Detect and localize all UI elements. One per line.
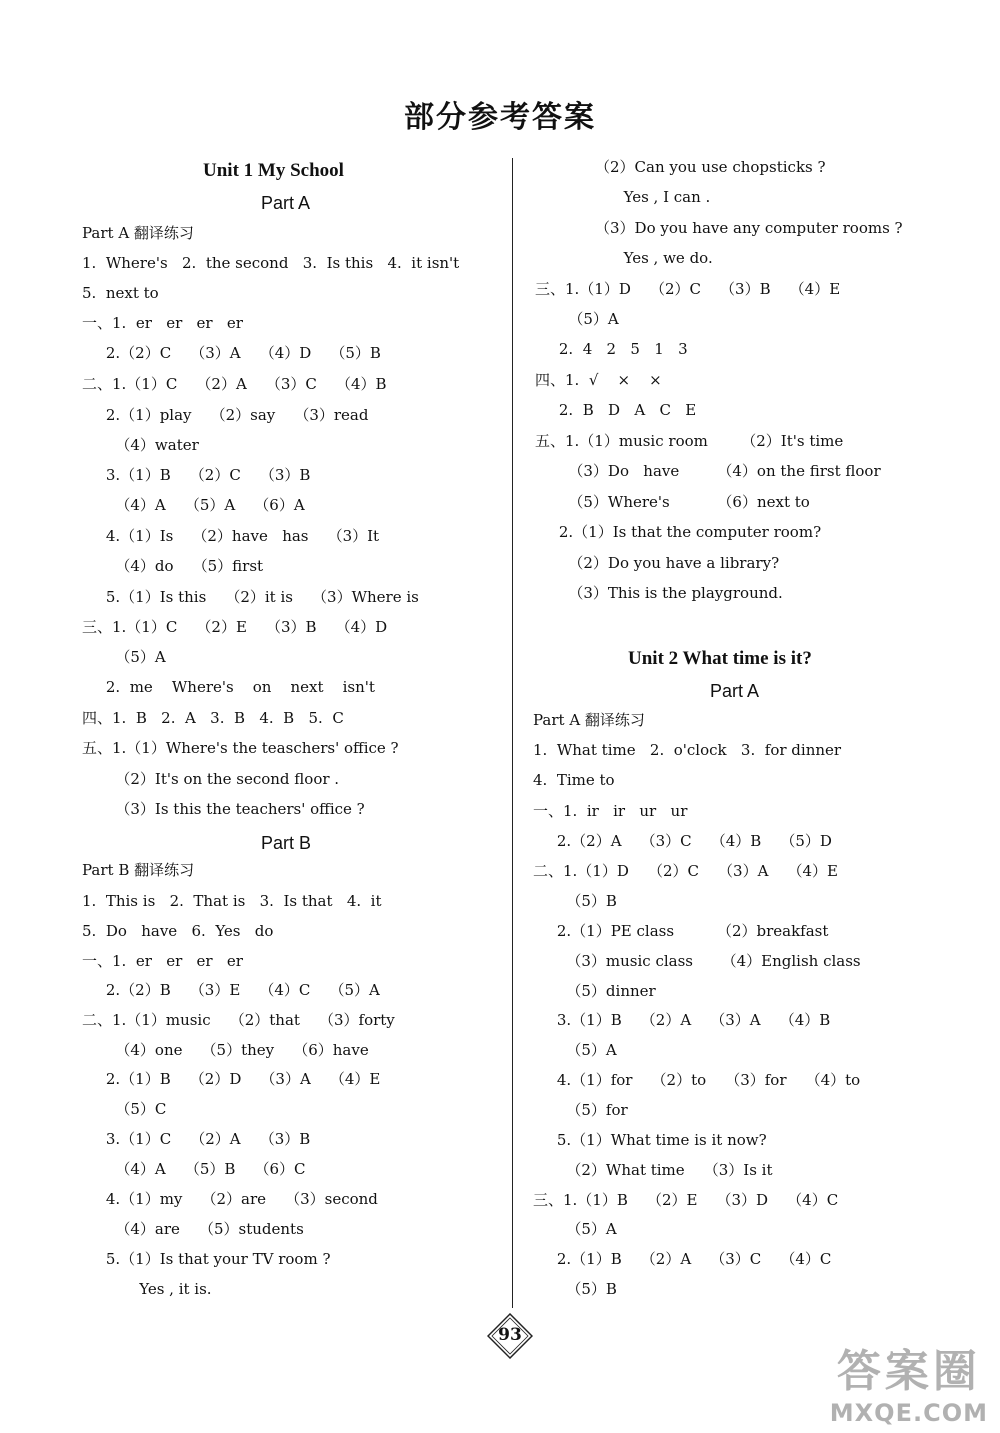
answer-line: （5）C (82, 1100, 167, 1118)
answer-line: （3）This is the playground. (535, 584, 783, 602)
answer-line: 2.（1）play （2）say （3）read (82, 406, 369, 424)
answer-line: 五、1.（1）Where's the teaschers' office ? (82, 739, 399, 757)
answer-line: （5）for (533, 1101, 628, 1119)
answer-line: 4.（1）for （2）to （3）for （4）to (533, 1071, 861, 1089)
answer-line: 一、1. ir ir ur ur (533, 802, 688, 820)
answer-line: 5.（1）Is that your TV room ? (82, 1250, 331, 1268)
answer-line: （3）music class （4）English class (533, 952, 861, 970)
answer-line: （4）water (82, 436, 199, 454)
answer-line: 2.（2）B （3）E （4）C （5）A (82, 981, 380, 999)
answer-line: （2）Do you have a library? (535, 554, 780, 572)
watermark-bottom: MXQE.COM (829, 1399, 988, 1427)
answer-line: 2.（2）C （3）A （4）D （5）B (82, 344, 381, 362)
answer-line: 三、1.（1）B （2）E （3）D （4）C (533, 1191, 839, 1209)
answer-line: 4. Time to (533, 771, 615, 789)
answer-line: 1. What time 2. o'clock 3. for dinner (533, 741, 842, 759)
answer-line: 五、1.（1）music room （2）It's time (535, 432, 844, 450)
answer-line: Yes , we do. (595, 249, 713, 267)
answer-line: 2.（1）PE class （2）breakfast (533, 922, 829, 940)
answer-line: （4）A （5）B （6）C (82, 1160, 306, 1178)
answer-line: （4）are （5）students (82, 1220, 304, 1238)
answer-line: 2. me Where's on next isn't (82, 678, 375, 696)
answer-line: 2.（2）A （3）C （4）B （5）D (533, 832, 832, 850)
answer-line: （3）Is this the teachers' office ? (82, 800, 365, 818)
answer-line: 4.（1）Is （2）have has （3）It (82, 527, 380, 545)
answer-line: 三、1.（1）D （2）C （3）B （4）E (535, 280, 841, 298)
column-divider (512, 158, 513, 1308)
answer-line: （4）do （5）first (82, 557, 264, 575)
answer-line: 5.（1）What time is it now? (533, 1131, 767, 1149)
answer-line: 二、1.（1）music （2）that （3）forty (82, 1011, 395, 1029)
unit-title: Unit 1 My School (203, 160, 344, 181)
answer-line: 1. This is 2. That is 3. Is that 4. it (82, 892, 382, 910)
answer-line: （5）B (533, 1280, 617, 1298)
answer-line: （4）A （5）A （6）A (82, 496, 305, 514)
answer-line: （5）A (533, 1041, 617, 1059)
answer-line: （5）Where's （6）next to (535, 493, 810, 511)
answer-line: 二、1.（1）D （2）C （3）A （4）E (533, 862, 838, 880)
answer-line: （5）A (82, 648, 166, 666)
answer-line: （2）What time （3）Is it (533, 1161, 773, 1179)
part-heading: Part B (261, 833, 312, 853)
page-title: 部分参考答案 (404, 100, 596, 135)
answer-line: （5）A (533, 1220, 617, 1238)
answer-line: 三、1.（1）C （2）E （3）B （4）D (82, 618, 388, 636)
answer-line: 一、1. er er er er (82, 952, 243, 970)
answer-line: 4.（1）my （2）are （3）second (82, 1190, 378, 1208)
answer-line: （5）A (535, 310, 619, 328)
answer-line: 1. Where's 2. the second 3. Is this 4. it isn't (82, 254, 460, 272)
answer-line: 5. Do have 6. Yes do (82, 922, 274, 940)
answer-line: Yes , it is. (82, 1280, 212, 1298)
part-heading: Part A (710, 681, 760, 701)
answer-line: （3）Do you have any computer rooms ? (595, 219, 903, 237)
answer-line: 一、1. er er er er (82, 314, 243, 332)
page-number: 93 (498, 1325, 522, 1345)
answer-line: （2）Can you use chopsticks ? (595, 158, 826, 176)
answer-line: 2.（1）Is that the computer room? (535, 523, 822, 541)
answer-line: （5）dinner (533, 982, 656, 1000)
answer-line: Part B 翻译练习 (82, 861, 195, 879)
watermark-top: 答案圈 (836, 1346, 981, 1397)
answer-line: （4）one （5）they （6）have (82, 1041, 369, 1059)
answer-line: 二、1.（1）C （2）A （3）C （4）B (82, 375, 387, 393)
answer-line: 3.（1）B （2）C （3）B (82, 466, 311, 484)
answer-line: 2. 4 2 5 1 3 (535, 340, 688, 358)
answer-line: （3）Do have （4）on the first floor (535, 462, 881, 480)
answer-line: （2）It's on the second floor . (82, 770, 340, 788)
answer-line: 2.（1）B （2）D （3）A （4）E (82, 1070, 381, 1088)
answer-line: 四、1. B 2. A 3. B 4. B 5. C (82, 709, 344, 727)
answer-line: 2.（1）B （2）A （3）C （4）C (533, 1250, 832, 1268)
answer-line: （5）B (533, 892, 617, 910)
unit-title: Unit 2 What time is it? (628, 648, 812, 669)
answer-line: 3.（1）B （2）A （3）A （4）B (533, 1011, 831, 1029)
answer-line: 3.（1）C （2）A （3）B (82, 1130, 311, 1148)
answer-line: Yes , I can . (595, 188, 711, 206)
answer-line: 5.（1）Is this （2）it is （3）Where is (82, 588, 419, 606)
answer-line: Part A 翻译练习 (82, 224, 194, 242)
part-heading: Part A (261, 193, 311, 213)
answer-line: 四、1. √ × × (535, 371, 662, 389)
answer-line: Part A 翻译练习 (533, 711, 645, 729)
watermark (830, 1335, 988, 1427)
answer-line: 2. B D A C E (535, 401, 697, 419)
answer-line: 5. next to (82, 284, 159, 302)
